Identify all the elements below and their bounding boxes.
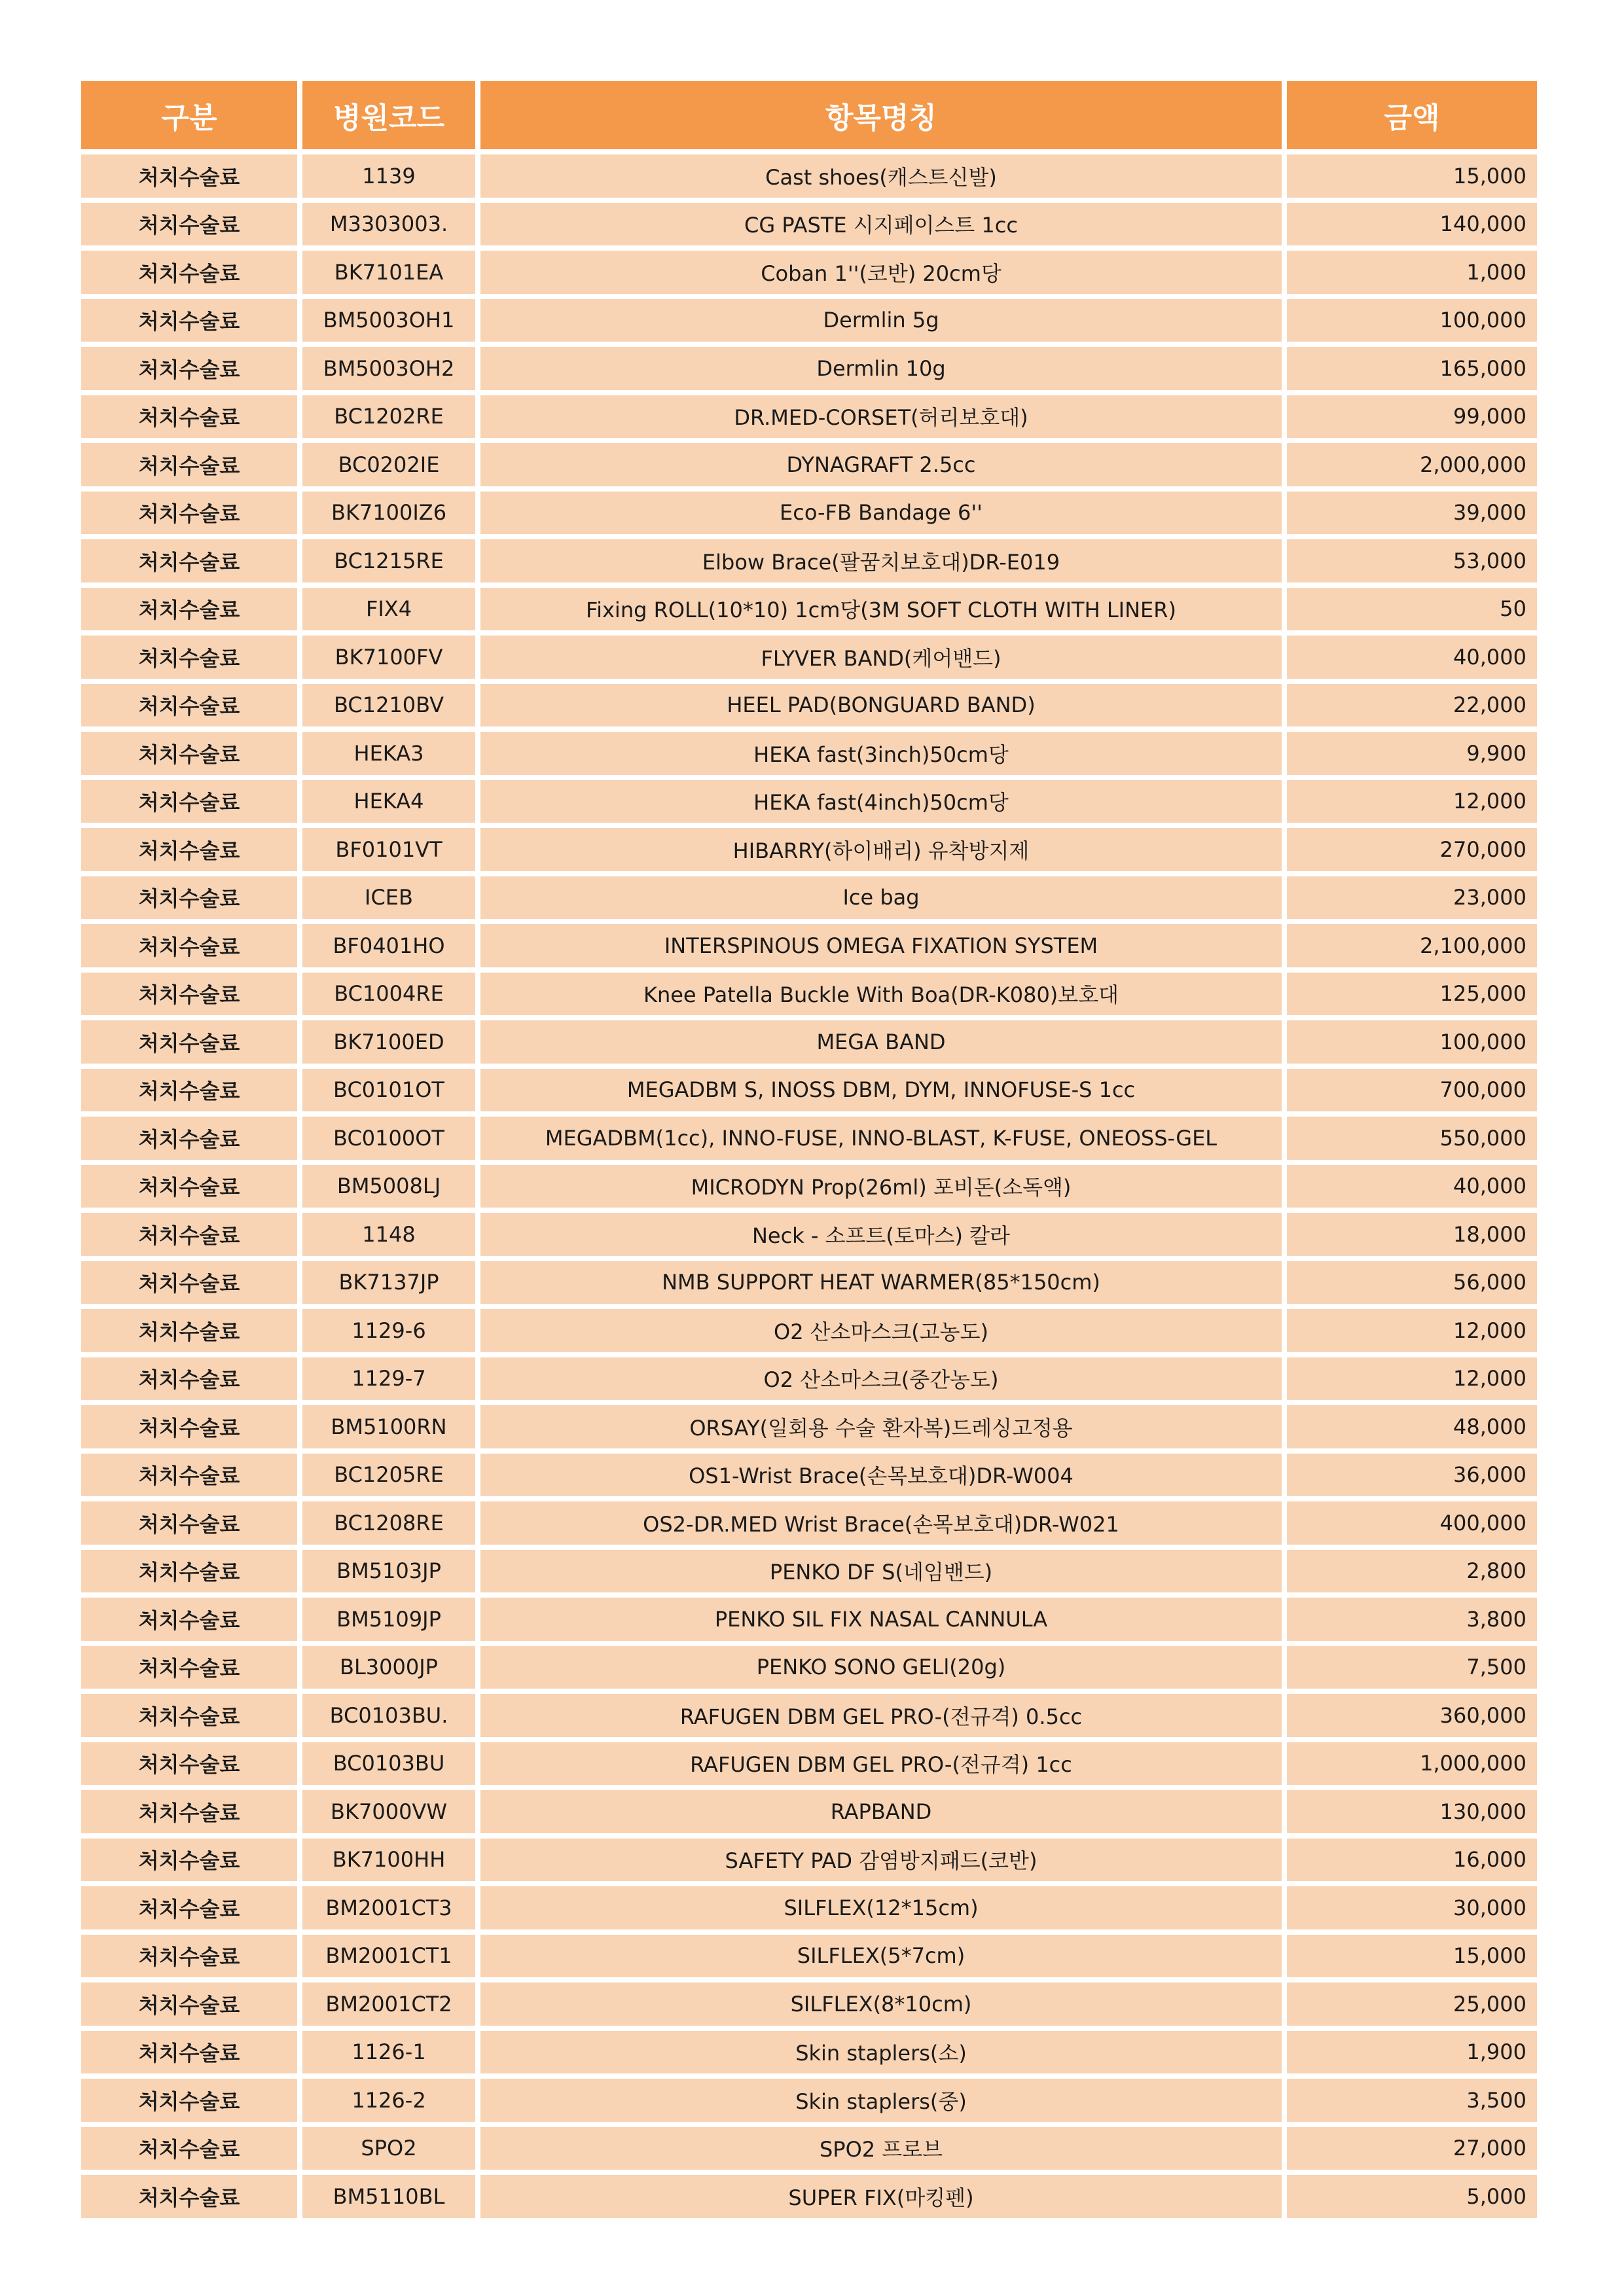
header-hospital-code: 병원코드 <box>302 81 475 149</box>
amount-cell: 1,000,000 <box>1287 1742 1537 1785</box>
table-row <box>81 1646 1537 1689</box>
amount-cell: 3,500 <box>1287 2079 1537 2122</box>
amount-cell: 48,000 <box>1287 1405 1537 1448</box>
item-name-cell: HEKA fast(4inch)50cm당 <box>480 780 1282 823</box>
table-row <box>81 1261 1537 1304</box>
price-table <box>76 76 1542 2223</box>
category-cell: 처치수술료 <box>81 154 297 198</box>
code-cell: HEKA4 <box>302 780 475 823</box>
table-row <box>81 876 1537 920</box>
code-cell: BM5003OH1 <box>302 299 475 342</box>
amount-cell: 5,000 <box>1287 2175 1537 2218</box>
category-cell: 처치수술료 <box>81 1694 297 1737</box>
category-cell: 처치수술료 <box>81 780 297 823</box>
item-name-cell: OS1-Wrist Brace(손목보호대)DR-W004 <box>480 1454 1282 1497</box>
item-name-cell: MEGA BAND <box>480 1020 1282 1064</box>
header-amount: 금액 <box>1287 81 1537 149</box>
amount-cell: 99,000 <box>1287 395 1537 439</box>
item-name-cell: HEKA fast(3inch)50cm당 <box>480 732 1282 775</box>
amount-cell: 36,000 <box>1287 1454 1537 1497</box>
category-cell: 처치수술료 <box>81 443 297 486</box>
amount-cell: 39,000 <box>1287 492 1537 535</box>
code-cell: BK7100HH <box>302 1839 475 1882</box>
item-name-cell: FLYVER BAND(케어밴드) <box>480 636 1282 679</box>
amount-cell: 25,000 <box>1287 1982 1537 2026</box>
table-row <box>81 1309 1537 1352</box>
header-category: 구분 <box>81 81 297 149</box>
item-name-cell: SILFLEX(8*10cm) <box>480 1982 1282 2026</box>
category-cell: 처치수술료 <box>81 2175 297 2218</box>
amount-cell: 40,000 <box>1287 636 1537 679</box>
table-row <box>81 732 1537 775</box>
amount-cell: 550,000 <box>1287 1117 1537 1160</box>
table-row <box>81 828 1537 871</box>
item-name-cell: Coban 1''(코반) 20cm당 <box>480 251 1282 294</box>
category-cell: 처치수술료 <box>81 732 297 775</box>
code-cell: BC1202RE <box>302 395 475 439</box>
table-row <box>81 684 1537 727</box>
amount-cell: 53,000 <box>1287 539 1537 583</box>
table-row <box>81 1790 1537 1833</box>
code-cell: BC1208RE <box>302 1501 475 1545</box>
category-cell: 처치수술료 <box>81 1935 297 1978</box>
category-cell: 처치수술료 <box>81 1357 297 1401</box>
code-cell: BM5003OH2 <box>302 347 475 390</box>
item-name-cell: Eco-FB Bandage 6'' <box>480 492 1282 535</box>
category-cell: 처치수술료 <box>81 2031 297 2074</box>
table-row <box>81 2079 1537 2122</box>
item-name-cell: INTERSPINOUS OMEGA FIXATION SYSTEM <box>480 924 1282 967</box>
table-row <box>81 251 1537 294</box>
item-name-cell: RAPBAND <box>480 1790 1282 1833</box>
category-cell: 처치수술료 <box>81 1454 297 1497</box>
item-name-cell: DR.MED-CORSET(허리보호대) <box>480 395 1282 439</box>
code-cell: 1126-2 <box>302 2079 475 2122</box>
amount-cell: 56,000 <box>1287 1261 1537 1304</box>
category-cell: 처치수술료 <box>81 251 297 294</box>
table-row <box>81 780 1537 823</box>
amount-cell: 2,000,000 <box>1287 443 1537 486</box>
code-cell: 1129-6 <box>302 1309 475 1352</box>
item-name-cell: O2 산소마스크(고농도) <box>480 1309 1282 1352</box>
amount-cell: 3,800 <box>1287 1598 1537 1641</box>
item-name-cell: MEGADBM(1cc), INNO-FUSE, INNO-BLAST, K-FUSE, ONEOSS-GEL <box>480 1117 1282 1160</box>
category-cell: 처치수술료 <box>81 1982 297 2026</box>
item-name-cell: Fixing ROLL(10*10) 1cm당(3M SOFT CLOTH WITH LINER) <box>480 588 1282 631</box>
category-cell: 처치수술료 <box>81 1501 297 1545</box>
category-cell: 처치수술료 <box>81 1117 297 1160</box>
table-row <box>81 299 1537 342</box>
item-name-cell: HIBARRY(하이배리) 유착방지제 <box>480 828 1282 871</box>
code-cell: HEKA3 <box>302 732 475 775</box>
category-cell: 처치수술료 <box>81 636 297 679</box>
category-cell: 처치수술료 <box>81 1598 297 1641</box>
code-cell: BC1004RE <box>302 973 475 1016</box>
category-cell: 처치수술료 <box>81 299 297 342</box>
category-cell: 처치수술료 <box>81 1550 297 1593</box>
category-cell: 처치수술료 <box>81 588 297 631</box>
amount-cell: 2,100,000 <box>1287 924 1537 967</box>
code-cell: BC0202IE <box>302 443 475 486</box>
amount-cell: 12,000 <box>1287 1357 1537 1401</box>
code-cell: 1148 <box>302 1213 475 1256</box>
category-cell: 처치수술료 <box>81 973 297 1016</box>
category-cell: 처치수술료 <box>81 539 297 583</box>
table-row <box>81 1213 1537 1256</box>
item-name-cell: Knee Patella Buckle With Boa(DR-K080)보호대 <box>480 973 1282 1016</box>
category-cell: 처치수술료 <box>81 347 297 390</box>
category-cell: 처치수술료 <box>81 1405 297 1448</box>
code-cell: BC0101OT <box>302 1069 475 1112</box>
amount-cell: 15,000 <box>1287 1935 1537 1978</box>
item-name-cell: O2 산소마스크(중간농도) <box>480 1357 1282 1401</box>
code-cell: 1129-7 <box>302 1357 475 1401</box>
code-cell: 1126-1 <box>302 2031 475 2074</box>
code-cell: BM2001CT1 <box>302 1935 475 1978</box>
code-cell: BK7100IZ6 <box>302 492 475 535</box>
code-cell: BC0103BU. <box>302 1694 475 1737</box>
table-row <box>81 443 1537 486</box>
category-cell: 처치수술료 <box>81 1020 297 1064</box>
amount-cell: 165,000 <box>1287 347 1537 390</box>
table-row <box>81 636 1537 679</box>
table-row <box>81 588 1537 631</box>
category-cell: 처치수술료 <box>81 203 297 246</box>
code-cell: BK7101EA <box>302 251 475 294</box>
category-cell: 처치수술료 <box>81 1261 297 1304</box>
item-name-cell: Elbow Brace(팔꿈치보호대)DR-E019 <box>480 539 1282 583</box>
item-name-cell: HEEL PAD(BONGUARD BAND) <box>480 684 1282 727</box>
code-cell: FIX4 <box>302 588 475 631</box>
table-row <box>81 1405 1537 1448</box>
code-cell: BK7137JP <box>302 1261 475 1304</box>
category-cell: 처치수술료 <box>81 1742 297 1785</box>
category-cell: 처치수술료 <box>81 1646 297 1689</box>
item-name-cell: PENKO SONO GELl(20g) <box>480 1646 1282 1689</box>
amount-cell: 270,000 <box>1287 828 1537 871</box>
code-cell: SPO2 <box>302 2127 475 2170</box>
category-cell: 처치수술료 <box>81 395 297 439</box>
amount-cell: 1,000 <box>1287 251 1537 294</box>
table-row <box>81 1117 1537 1160</box>
item-name-cell: SILFLEX(5*7cm) <box>480 1935 1282 1978</box>
header-item-name: 항목명칭 <box>480 81 1282 149</box>
item-name-cell: NMB SUPPORT HEAT WARMER(85*150cm) <box>480 1261 1282 1304</box>
code-cell: BM5103JP <box>302 1550 475 1593</box>
code-cell: BF0401HO <box>302 924 475 967</box>
table-row <box>81 1886 1537 1929</box>
item-name-cell: SPO2 프로브 <box>480 2127 1282 2170</box>
table-row <box>81 1454 1537 1497</box>
amount-cell: 7,500 <box>1287 1646 1537 1689</box>
item-name-cell: RAFUGEN DBM GEL PRO-(전규격) 1cc <box>480 1742 1282 1785</box>
item-name-cell: SILFLEX(12*15cm) <box>480 1886 1282 1929</box>
item-name-cell: PENKO SIL FIX NASAL CANNULA <box>480 1598 1282 1641</box>
item-name-cell: SAFETY PAD 감염방지패드(코반) <box>480 1839 1282 1882</box>
amount-cell: 130,000 <box>1287 1790 1537 1833</box>
table-row <box>81 1165 1537 1208</box>
item-name-cell: Neck - 소프트(토마스) 칼라 <box>480 1213 1282 1256</box>
category-cell: 처치수술료 <box>81 2127 297 2170</box>
amount-cell: 23,000 <box>1287 876 1537 920</box>
table-row <box>81 347 1537 390</box>
table-row <box>81 1839 1537 1882</box>
amount-cell: 12,000 <box>1287 1309 1537 1352</box>
table-row <box>81 2127 1537 2170</box>
code-cell: BC1210BV <box>302 684 475 727</box>
table-row <box>81 924 1537 967</box>
item-name-cell: MEGADBM S, INOSS DBM, DYM, INNOFUSE-S 1cc <box>480 1069 1282 1112</box>
item-name-cell: Skin staplers(중) <box>480 2079 1282 2122</box>
category-cell: 처치수술료 <box>81 924 297 967</box>
table-row <box>81 1694 1537 1737</box>
amount-cell: 2,800 <box>1287 1550 1537 1593</box>
category-cell: 처치수술료 <box>81 2079 297 2122</box>
table-row <box>81 154 1537 198</box>
header-row <box>81 81 1537 149</box>
category-cell: 처치수술료 <box>81 1213 297 1256</box>
table-row <box>81 1598 1537 1641</box>
code-cell: 1139 <box>302 154 475 198</box>
code-cell: BM2001CT3 <box>302 1886 475 1929</box>
amount-cell: 30,000 <box>1287 1886 1537 1929</box>
code-cell: BC1215RE <box>302 539 475 583</box>
amount-cell: 18,000 <box>1287 1213 1537 1256</box>
code-cell: BM5110BL <box>302 2175 475 2218</box>
category-cell: 처치수술료 <box>81 492 297 535</box>
category-cell: 처치수술료 <box>81 1790 297 1833</box>
amount-cell: 9,900 <box>1287 732 1537 775</box>
item-name-cell: Dermlin 5g <box>480 299 1282 342</box>
item-name-cell: PENKO DF S(네임밴드) <box>480 1550 1282 1593</box>
amount-cell: 50 <box>1287 588 1537 631</box>
table-row <box>81 395 1537 439</box>
table-row <box>81 539 1537 583</box>
category-cell: 처치수술료 <box>81 1886 297 1929</box>
table-row <box>81 1935 1537 1978</box>
table-row <box>81 2031 1537 2074</box>
category-cell: 처치수술료 <box>81 684 297 727</box>
table-row <box>81 203 1537 246</box>
table-row <box>81 492 1537 535</box>
amount-cell: 700,000 <box>1287 1069 1537 1112</box>
category-cell: 처치수술료 <box>81 1165 297 1208</box>
category-cell: 처치수술료 <box>81 876 297 920</box>
item-name-cell: SUPER FIX(마킹펜) <box>480 2175 1282 2218</box>
item-name-cell: Skin staplers(소) <box>480 2031 1282 2074</box>
code-cell: BM2001CT2 <box>302 1982 475 2026</box>
category-cell: 처치수술료 <box>81 1839 297 1882</box>
code-cell: BL3000JP <box>302 1646 475 1689</box>
code-cell: BC1205RE <box>302 1454 475 1497</box>
code-cell: BM5100RN <box>302 1405 475 1448</box>
item-name-cell: Dermlin 10g <box>480 347 1282 390</box>
item-name-cell: Cast shoes(캐스트신발) <box>480 154 1282 198</box>
item-name-cell: DYNAGRAFT 2.5cc <box>480 443 1282 486</box>
item-name-cell: ORSAY(일회용 수술 환자복)드레싱고정용 <box>480 1405 1282 1448</box>
amount-cell: 125,000 <box>1287 973 1537 1016</box>
amount-cell: 400,000 <box>1287 1501 1537 1545</box>
amount-cell: 40,000 <box>1287 1165 1537 1208</box>
item-name-cell: MICRODYN Prop(26ml) 포비돈(소독액) <box>480 1165 1282 1208</box>
category-cell: 처치수술료 <box>81 828 297 871</box>
code-cell: BK7100FV <box>302 636 475 679</box>
amount-cell: 12,000 <box>1287 780 1537 823</box>
amount-cell: 100,000 <box>1287 1020 1537 1064</box>
amount-cell: 140,000 <box>1287 203 1537 246</box>
category-cell: 처치수술료 <box>81 1309 297 1352</box>
table-row <box>81 2175 1537 2218</box>
code-cell: BM5008LJ <box>302 1165 475 1208</box>
category-cell: 처치수술료 <box>81 1069 297 1112</box>
amount-cell: 360,000 <box>1287 1694 1537 1737</box>
code-cell: M3303003. <box>302 203 475 246</box>
code-cell: BK7100ED <box>302 1020 475 1064</box>
table-row <box>81 1020 1537 1064</box>
amount-cell: 15,000 <box>1287 154 1537 198</box>
item-name-cell: OS2-DR.MED Wrist Brace(손목보호대)DR-W021 <box>480 1501 1282 1545</box>
code-cell: BC0100OT <box>302 1117 475 1160</box>
table-row <box>81 973 1537 1016</box>
code-cell: BC0103BU <box>302 1742 475 1785</box>
code-cell: BK7000VW <box>302 1790 475 1833</box>
item-name-cell: RAFUGEN DBM GEL PRO-(전규격) 0.5cc <box>480 1694 1282 1737</box>
amount-cell: 22,000 <box>1287 684 1537 727</box>
code-cell: BF0101VT <box>302 828 475 871</box>
item-name-cell: CG PASTE 시지페이스트 1cc <box>480 203 1282 246</box>
code-cell: ICEB <box>302 876 475 920</box>
table-row <box>81 1550 1537 1593</box>
amount-cell: 1,900 <box>1287 2031 1537 2074</box>
table-body <box>81 154 1537 2218</box>
table-row <box>81 1501 1537 1545</box>
code-cell: BM5109JP <box>302 1598 475 1641</box>
item-name-cell: Ice bag <box>480 876 1282 920</box>
amount-cell: 16,000 <box>1287 1839 1537 1882</box>
amount-cell: 27,000 <box>1287 2127 1537 2170</box>
table-row <box>81 1357 1537 1401</box>
table-row <box>81 1069 1537 1112</box>
table-row <box>81 1982 1537 2026</box>
table-row <box>81 1742 1537 1785</box>
amount-cell: 100,000 <box>1287 299 1537 342</box>
